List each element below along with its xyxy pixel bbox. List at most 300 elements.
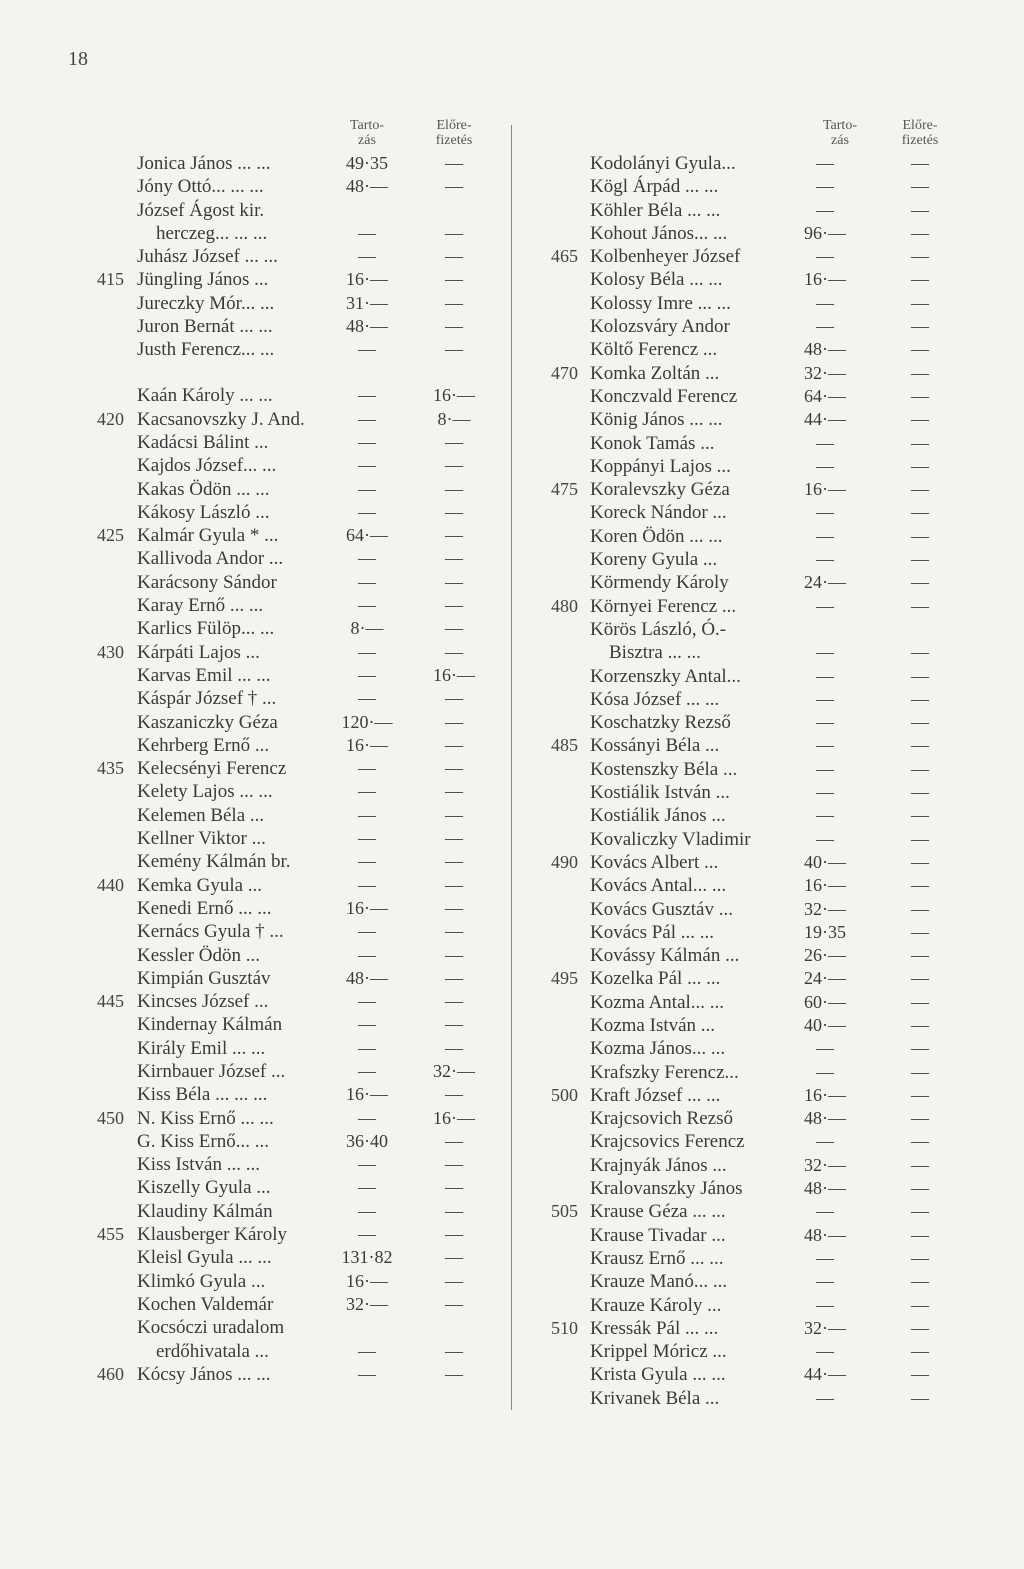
- list-item: [530, 665, 950, 688]
- elofizetes-value: —: [911, 316, 929, 337]
- tartozas-value: 64·—: [346, 525, 388, 546]
- list-item: [82, 547, 502, 570]
- list-item: [530, 478, 950, 501]
- row-number: 470: [551, 362, 578, 383]
- tartozas-value: 32·—: [804, 1317, 846, 1338]
- elofizetes-value: —: [911, 875, 929, 896]
- member-name: Kadácsi Bálint ...: [137, 431, 269, 453]
- elofizetes-value: —: [445, 1177, 463, 1198]
- list-item: [82, 827, 502, 850]
- tartozas-value: 48·—: [804, 339, 846, 360]
- list-item: [530, 362, 950, 385]
- header-tartozas: Tarto- zás: [349, 118, 384, 148]
- member-name: Kozelka Pál ... ...: [590, 968, 721, 990]
- list-item: [530, 548, 950, 571]
- row-number: 480: [551, 595, 578, 616]
- list-item: [530, 1154, 950, 1177]
- tartozas-value: —: [358, 1060, 376, 1081]
- tartozas-value: —: [816, 712, 834, 733]
- list-item: [530, 338, 950, 361]
- row-number: 485: [551, 735, 578, 756]
- member-name: Kressák Pál ... ...: [590, 1317, 719, 1339]
- list-item: [530, 991, 950, 1014]
- list-item: [530, 595, 950, 618]
- list-item: [530, 525, 950, 548]
- tartozas-value: 32·—: [804, 1154, 846, 1175]
- tartozas-value: —: [816, 292, 834, 313]
- tartozas-value: —: [816, 1294, 834, 1315]
- list-item: [82, 268, 502, 291]
- member-name: Király Emil ... ...: [137, 1037, 266, 1059]
- list-item: [82, 222, 502, 245]
- tartozas-value: —: [816, 758, 834, 779]
- elofizetes-value: —: [445, 1293, 463, 1314]
- tartozas-value: —: [358, 851, 376, 872]
- list-item: [530, 1317, 950, 1340]
- tartozas-value: —: [358, 478, 376, 499]
- member-name: Körmendy Károly: [590, 572, 729, 594]
- tartozas-value: —: [358, 222, 376, 243]
- list-item: [530, 1014, 950, 1037]
- list-item: [530, 944, 950, 967]
- elofizetes-value: —: [445, 921, 463, 942]
- list-item: [530, 1107, 950, 1130]
- list-item: [530, 1363, 950, 1386]
- elofizetes-value: —: [911, 1178, 929, 1199]
- member-name: Kolbenheyer József: [590, 246, 741, 268]
- member-name: Kohout János... ...: [590, 222, 728, 244]
- list-item: [530, 1200, 950, 1223]
- member-name: Kósa József ... ...: [590, 688, 720, 710]
- member-name: Kostiálik István ...: [590, 782, 730, 804]
- elofizetes-value: —: [445, 1270, 463, 1291]
- list-item: [82, 245, 502, 268]
- tartozas-value: 16·—: [346, 1084, 388, 1105]
- elofizetes-value: —: [911, 549, 929, 570]
- tartozas-value: —: [816, 1387, 834, 1408]
- member-name: Kelety Lajos ... ...: [137, 781, 273, 803]
- member-name: Kemény Kálmán br.: [137, 851, 291, 873]
- member-name: Jonica János ... ...: [137, 153, 271, 174]
- elofizetes-value: —: [911, 1247, 929, 1268]
- elofizetes-value: —: [445, 316, 463, 337]
- member-name: Krauze Manó... ...: [590, 1271, 728, 1293]
- member-name: Klaudiny Kálmán: [137, 1200, 273, 1222]
- tartozas-value: —: [816, 828, 834, 849]
- member-name: Koreny Gyula ...: [590, 549, 718, 571]
- tartozas-value: —: [816, 176, 834, 197]
- list-item: [82, 944, 502, 967]
- member-name: Koschatzky Rezső: [590, 712, 731, 734]
- tartozas-value: 120·—: [341, 711, 393, 732]
- page-number: 18: [68, 48, 88, 70]
- tartozas-value: 49·35: [346, 153, 388, 173]
- tartozas-value: —: [358, 1200, 376, 1221]
- list-item: [82, 804, 502, 827]
- right-column: [530, 118, 950, 1410]
- list-item: [530, 781, 950, 804]
- elofizetes-value: —: [445, 1363, 463, 1384]
- elofizetes-value: —: [911, 199, 929, 220]
- elofizetes-value: —: [911, 385, 929, 406]
- member-name: Krause Géza ... ...: [590, 1201, 726, 1223]
- list-item: [530, 734, 950, 757]
- member-name: König János ... ...: [590, 409, 723, 431]
- tartozas-value: —: [358, 944, 376, 965]
- list-item: [530, 1061, 950, 1084]
- row-number: 425: [97, 525, 124, 546]
- member-name: Kessler Ödön ...: [137, 944, 260, 966]
- member-name: Kakas Ödön ... ...: [137, 478, 270, 500]
- member-name: Kovács Antal... ...: [590, 875, 727, 897]
- member-name: Kalmár Gyula * ...: [137, 525, 279, 547]
- row-number: 460: [97, 1363, 124, 1384]
- tartozas-value: 19·35: [804, 921, 846, 942]
- tartozas-value: —: [816, 1247, 834, 1268]
- tartozas-value: 48·—: [346, 967, 388, 988]
- member-name: Kovássy Kálmán ...: [590, 945, 740, 967]
- member-name: Koralevszky Géza: [590, 479, 730, 501]
- list-item: [82, 1176, 502, 1199]
- elofizetes-value: —: [445, 828, 463, 849]
- member-name: Juhász József ... ...: [137, 246, 278, 268]
- list-item: [530, 315, 950, 338]
- elofizetes-value: —: [911, 688, 929, 709]
- list-item: [530, 967, 950, 990]
- member-name: Kákosy László ...: [137, 501, 270, 523]
- elofizetes-value: —: [911, 409, 929, 430]
- member-name: Justh Ferencz... ...: [137, 339, 275, 361]
- elofizetes-value: —: [445, 641, 463, 662]
- elofizetes-value: 16·—: [433, 664, 475, 685]
- tartozas-value: —: [358, 1154, 376, 1175]
- tartozas-value: —: [816, 432, 834, 453]
- elofizetes-value: 16·—: [433, 385, 475, 406]
- elofizetes-value: —: [911, 851, 929, 872]
- elofizetes-value: —: [911, 1364, 929, 1385]
- tartozas-value: 26·—: [804, 945, 846, 966]
- elofizetes-value: —: [911, 1154, 929, 1175]
- elofizetes-value: —: [911, 945, 929, 966]
- tartozas-value: —: [816, 525, 834, 546]
- tartozas-value: 16·—: [346, 269, 388, 290]
- member-name: Kostenszky Béla ...: [590, 758, 738, 780]
- elofizetes-value: —: [445, 1340, 463, 1361]
- tartozas-value: 16·—: [346, 897, 388, 918]
- member-name: Jüngling János ...: [137, 269, 269, 291]
- elofizetes-value: —: [911, 1294, 929, 1315]
- list-item: [82, 1037, 502, 1060]
- tartozas-value: 48·—: [346, 176, 388, 197]
- tartozas-value: —: [358, 664, 376, 685]
- elofizetes-value: —: [445, 1154, 463, 1175]
- row-number: 475: [551, 479, 578, 500]
- row-number: 465: [551, 246, 578, 267]
- tartozas-value: 32·—: [804, 362, 846, 383]
- member-name: Környei Ferencz ...: [590, 595, 737, 617]
- left-column-header: [82, 118, 502, 152]
- row-number: 420: [97, 408, 124, 429]
- tartozas-value: —: [358, 641, 376, 662]
- list-item: [82, 384, 502, 407]
- row-number: 445: [97, 991, 124, 1012]
- member-name: Kellner Viktor ...: [137, 828, 266, 850]
- elofizetes-value: —: [911, 712, 929, 733]
- member-name: herczeg... ... ...: [137, 222, 268, 244]
- list-item: [530, 1037, 950, 1060]
- tartozas-value: 16·—: [804, 479, 846, 500]
- elofizetes-value: —: [911, 292, 929, 313]
- row-number: 415: [97, 269, 124, 290]
- header-tartozas: Tarto- zás: [822, 118, 857, 148]
- member-name: Kiszelly Gyula ...: [137, 1177, 271, 1199]
- list-item: [530, 618, 950, 641]
- tartozas-value: —: [358, 1224, 376, 1245]
- member-name: Kovács Gusztáv ...: [590, 898, 733, 920]
- elofizetes-value: —: [911, 222, 929, 243]
- tartozas-value: —: [358, 548, 376, 569]
- list-item: [530, 1387, 950, 1410]
- member-name: Kolosy Béla ... ...: [590, 269, 723, 291]
- tartozas-value: —: [358, 781, 376, 802]
- elofizetes-value: —: [911, 339, 929, 360]
- elofizetes-value: —: [911, 176, 929, 197]
- list-item: [82, 1130, 502, 1153]
- list-item: [530, 804, 950, 827]
- list-item: [82, 664, 502, 687]
- elofizetes-value: 8·—: [437, 408, 471, 429]
- tartozas-value: 32·—: [804, 898, 846, 919]
- list-item: [82, 594, 502, 617]
- elofizetes-value: —: [445, 548, 463, 569]
- tartozas-value: 60·—: [804, 991, 846, 1012]
- left-column: [82, 118, 502, 1386]
- tartozas-value: 16·—: [804, 269, 846, 290]
- member-name: Köhler Béla ... ...: [590, 199, 721, 221]
- member-name: Körös László, Ó.-: [590, 618, 727, 640]
- elofizetes-value: —: [911, 782, 929, 803]
- tartozas-value: —: [358, 339, 376, 360]
- elofizetes-value: —: [911, 1317, 929, 1338]
- list-item: [82, 1293, 502, 1316]
- member-name: Kovács Albert ...: [590, 851, 719, 873]
- member-name: Karay Ernő ... ...: [137, 595, 264, 617]
- tartozas-value: 44·—: [804, 1364, 846, 1385]
- list-item: [530, 711, 950, 734]
- tartozas-value: 16·—: [804, 1084, 846, 1105]
- member-name: Kárpáti Lajos ...: [137, 641, 260, 663]
- elofizetes-value: —: [445, 269, 463, 290]
- member-name: Kacsanovszky J. And.: [137, 408, 305, 430]
- list-item: [82, 1363, 502, 1386]
- list-item: [82, 571, 502, 594]
- tartozas-value: 24·—: [804, 968, 846, 989]
- elofizetes-value: —: [445, 525, 463, 546]
- elofizetes-value: —: [445, 967, 463, 988]
- elofizetes-value: —: [911, 1387, 929, 1408]
- member-name: Kostiálik János ...: [590, 805, 726, 827]
- list-item: [530, 152, 950, 175]
- tartozas-value: —: [358, 501, 376, 522]
- member-name: József Ágost kir.: [137, 199, 265, 221]
- elofizetes-value: —: [445, 897, 463, 918]
- elofizetes-value: —: [911, 758, 929, 779]
- member-name: Korzenszky Antal...: [590, 665, 741, 687]
- member-name: Kaszaniczky Géza: [137, 711, 278, 733]
- member-name: Karvas Emil ... ...: [137, 664, 271, 686]
- elofizetes-value: —: [911, 1084, 929, 1105]
- member-name: Krajcsovics Ferencz: [590, 1131, 745, 1153]
- member-name: Kocsóczi uradalom: [137, 1317, 285, 1339]
- list-item: [82, 152, 502, 175]
- member-name: Klimkó Gyula ...: [137, 1270, 266, 1292]
- list-item: [82, 920, 502, 943]
- row-number: 505: [551, 1201, 578, 1222]
- tartozas-value: —: [358, 1107, 376, 1128]
- elofizetes-value: —: [445, 431, 463, 452]
- member-name: Kiss Béla ... ... ...: [137, 1084, 268, 1106]
- list-item: [82, 1083, 502, 1106]
- member-name: Kodolányi Gyula...: [590, 153, 736, 174]
- elofizetes-value: —: [911, 1201, 929, 1222]
- list-item: [530, 828, 950, 851]
- elofizetes-value: —: [911, 269, 929, 290]
- list-item: [530, 222, 950, 245]
- list-item: [82, 874, 502, 897]
- elofizetes-value: —: [911, 1131, 929, 1152]
- elofizetes-value: —: [911, 665, 929, 686]
- list-item: [530, 199, 950, 222]
- list-item: [82, 175, 502, 198]
- elofizetes-value: —: [445, 618, 463, 639]
- elofizetes-value: —: [445, 339, 463, 360]
- tartozas-value: 40·—: [804, 1014, 846, 1035]
- member-name: Karácsony Sándor: [137, 571, 277, 593]
- tartozas-value: —: [358, 431, 376, 452]
- list-item: [530, 851, 950, 874]
- elofizetes-value: —: [911, 595, 929, 616]
- tartozas-value: —: [358, 455, 376, 476]
- member-name: erdőhivatala ...: [137, 1340, 269, 1362]
- tartozas-value: —: [816, 246, 834, 267]
- elofizetes-value: —: [911, 479, 929, 500]
- member-name: Juron Bernát ... ...: [137, 316, 273, 338]
- member-name: Kirnbauer József ...: [137, 1060, 286, 1082]
- list-item: [82, 1013, 502, 1036]
- tartozas-value: 16·—: [346, 1270, 388, 1291]
- tartozas-value: —: [358, 1363, 376, 1384]
- tartozas-value: —: [358, 595, 376, 616]
- elofizetes-value: —: [445, 571, 463, 592]
- elofizetes-value: —: [445, 222, 463, 243]
- tartozas-value: —: [816, 1038, 834, 1059]
- tartozas-value: —: [816, 642, 834, 663]
- tartozas-value: 24·—: [804, 572, 846, 593]
- tartozas-value: —: [816, 805, 834, 826]
- elofizetes-value: —: [445, 1224, 463, 1245]
- member-name: Konok Tamás ...: [590, 432, 715, 454]
- elofizetes-value: —: [445, 1247, 463, 1268]
- row-number: 440: [97, 874, 124, 895]
- list-item: [530, 1177, 950, 1200]
- list-item: [530, 1270, 950, 1293]
- tartozas-value: 31·—: [346, 292, 388, 313]
- elofizetes-value: —: [445, 176, 463, 197]
- elofizetes-value: —: [911, 921, 929, 942]
- member-name: Kozma István ...: [590, 1014, 716, 1036]
- elofizetes-value: —: [445, 1200, 463, 1221]
- member-name: Kozma Antal... ...: [590, 991, 725, 1013]
- member-name: Kraft József ... ...: [590, 1084, 721, 1106]
- elofizetes-value: —: [445, 758, 463, 779]
- tartozas-value: —: [358, 758, 376, 779]
- member-name: Kemka Gyula ...: [137, 874, 263, 896]
- row-number: 510: [551, 1317, 578, 1338]
- elofizetes-value: —: [911, 432, 929, 453]
- member-name: Kovács Pál ... ...: [590, 921, 715, 943]
- member-name: Kenedi Ernő ... ...: [137, 897, 272, 919]
- elofizetes-value: —: [911, 1341, 929, 1362]
- list-item: [82, 408, 502, 431]
- elofizetes-value: —: [911, 572, 929, 593]
- member-name: Kiss István ... ...: [137, 1154, 260, 1176]
- list-item: [82, 199, 502, 222]
- list-item: [82, 338, 502, 384]
- member-name: Krajnyák János ...: [590, 1154, 727, 1176]
- list-item: [530, 408, 950, 431]
- elofizetes-value: —: [445, 455, 463, 476]
- list-item: [82, 1246, 502, 1269]
- list-item: [82, 431, 502, 454]
- member-name: Kossányi Béla ...: [590, 735, 720, 757]
- elofizetes-value: —: [445, 734, 463, 755]
- tartozas-value: 48·—: [346, 316, 388, 337]
- list-item: [530, 758, 950, 781]
- list-item: [530, 175, 950, 198]
- member-name: Kócsy János ... ...: [137, 1363, 271, 1385]
- elofizetes-value: —: [445, 688, 463, 709]
- member-name: Káspár József † ...: [137, 688, 277, 710]
- member-name: Krafszky Ferencz...: [590, 1061, 739, 1083]
- elofizetes-value: —: [445, 478, 463, 499]
- elofizetes-value: —: [911, 1108, 929, 1129]
- right-column-header: [530, 118, 950, 152]
- tartozas-value: —: [358, 1340, 376, 1361]
- member-name: Kochen Valdemár: [137, 1293, 274, 1315]
- list-item: [82, 1200, 502, 1223]
- elofizetes-value: —: [445, 944, 463, 965]
- tartozas-value: —: [816, 688, 834, 709]
- tartozas-value: 48·—: [804, 1108, 846, 1129]
- member-name: Kernács Gyula † ...: [137, 921, 284, 943]
- tartozas-value: —: [816, 153, 834, 173]
- member-name: Kincses József ...: [137, 991, 269, 1013]
- tartozas-value: —: [816, 1061, 834, 1082]
- elofizetes-value: —: [445, 153, 463, 173]
- elofizetes-value: —: [911, 1224, 929, 1245]
- list-item: [82, 967, 502, 990]
- member-name: Kajdos József... ...: [137, 455, 277, 477]
- elofizetes-value: —: [911, 805, 929, 826]
- member-name: Koreck Nándor ...: [590, 502, 727, 524]
- row-number: 495: [551, 968, 578, 989]
- tartozas-value: 96·—: [804, 222, 846, 243]
- member-name: Kögl Árpád ... ...: [590, 176, 719, 198]
- row-number: 490: [551, 851, 578, 872]
- member-name: Krausz Ernő ... ...: [590, 1247, 724, 1269]
- tartozas-value: —: [358, 1014, 376, 1035]
- member-name: Karlics Fülöp... ...: [137, 618, 275, 640]
